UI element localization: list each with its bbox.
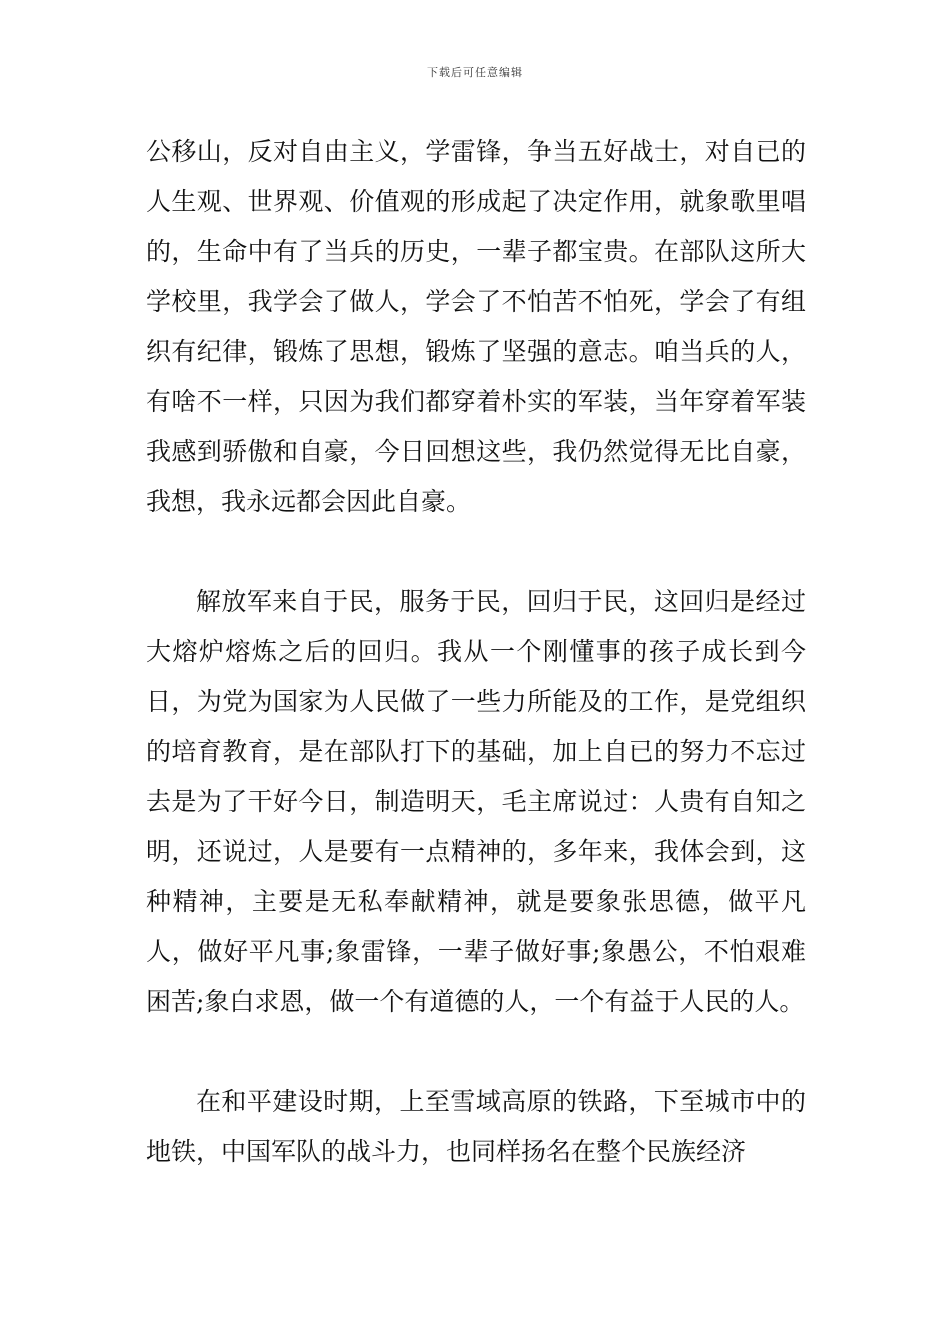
paragraph-3: 在和平建设时期，上至雪域高原的铁路，下至城市中的地铁，中国军队的战斗力，也同样扬名在整个民族经济 <box>146 1087 806 1166</box>
paragraph-2: 解放军来自于民，服务于民，回归于民，这回归是经过大熔炉熔炼之后的回归。我从一个刚懂事的孩子成长到今日，为党为国家为人民做了一些力所能及的工作，是党组织的培育教育，是在部队打下的基础，加上自已的努力不忘过去是为了干好今日，制造明天，毛主席说过：人贵有自知之明，还说过，人是要有一点精神的，多年来，我体会到，这种精神，主要是无私奉献精神，就是要象张思德，做平凡人，做好平凡事;象雷锋，一辈子做好事;象愚公，不怕艰难困苦;象白求恩，做一个有道德的人，一个有益于人民的人。 <box>146 587 806 1016</box>
paragraph-1: 公移山，反对自由主义，学雷锋，争当五好战士，对自已的人生观、世界观、价值观的形成起了决定作用，就象歌里唱的，生命中有了当兵的历史，一辈子都宝贵。在部队这所大学校里，我学会了做人，学会了不怕苦不怕死，学会了有组织有纪律，锻炼了思想，锻炼了坚强的意志。咱当兵的人，有啥不一样，只因为我们都穿着朴实的军装，当年穿着军装我感到骄傲和自豪，今日回想这些，我仍然觉得无比自豪，我想，我永远都会因此自豪。 <box>146 137 806 516</box>
paragraph-spacer <box>146 527 806 577</box>
page-header-note: 下载后可任意编辑 <box>427 66 523 79</box>
paragraph-spacer <box>146 1027 806 1077</box>
document-body <box>146 127 806 1177</box>
